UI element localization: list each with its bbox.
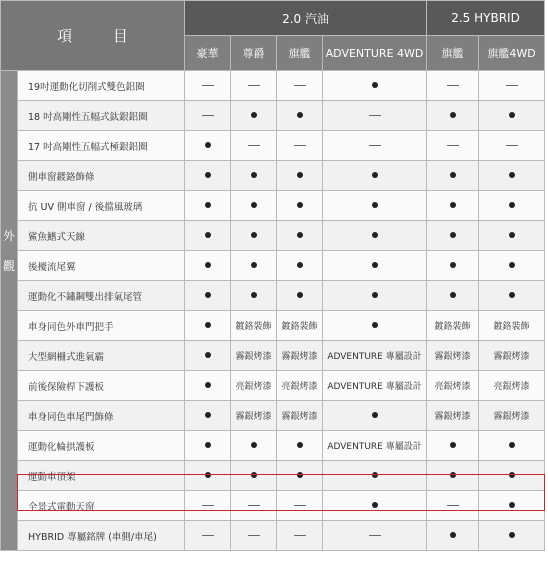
dash-icon: [369, 115, 381, 116]
not-available-dash: [479, 71, 545, 101]
not-available-dash: [231, 131, 277, 161]
group-header-2-0-gasoline: 2.0 汽油: [185, 1, 427, 36]
spec-row: [1, 71, 545, 101]
bullet-dot-icon: [372, 172, 378, 178]
dash-icon: [447, 85, 459, 86]
not-available-dash: [185, 101, 231, 131]
item-header: 項 目: [1, 1, 185, 71]
dash-icon: [248, 145, 260, 146]
standard-dot: [277, 221, 323, 251]
spec-value-text: 亮銀烤漆: [231, 371, 277, 401]
standard-dot: [479, 461, 545, 491]
bullet-dot-icon: [450, 262, 456, 268]
spec-row: [1, 401, 545, 431]
dash-icon: [202, 85, 214, 86]
bullet-dot-icon: [205, 412, 211, 418]
spec-item-name: HYBRID 專屬銘牌 (車側/車尾): [18, 521, 185, 551]
bullet-dot-icon: [251, 232, 257, 238]
bullet-dot-icon: [251, 202, 257, 208]
bullet-dot-icon: [297, 202, 303, 208]
standard-dot: [427, 431, 479, 461]
standard-dot: [427, 161, 479, 191]
bullet-dot-icon: [251, 172, 257, 178]
spec-value-text: ADVENTURE 專屬設計: [323, 431, 427, 461]
dash-icon: [447, 505, 459, 506]
standard-dot: [427, 191, 479, 221]
bullet-dot-icon: [509, 532, 515, 538]
dash-icon: [248, 505, 260, 506]
dash-icon: [369, 535, 381, 536]
spec-row: [1, 521, 545, 551]
trim-header-adventure-4wd: ADVENTURE 4WD: [323, 36, 427, 71]
bullet-dot-icon: [450, 442, 456, 448]
bullet-dot-icon: [251, 472, 257, 478]
standard-dot: [231, 251, 277, 281]
standard-dot: [231, 221, 277, 251]
bullet-dot-icon: [450, 292, 456, 298]
bullet-dot-icon: [251, 292, 257, 298]
bullet-dot-icon: [509, 292, 515, 298]
bullet-dot-icon: [372, 232, 378, 238]
bullet-dot-icon: [450, 532, 456, 538]
dash-icon: [202, 535, 214, 536]
bullet-dot-icon: [205, 442, 211, 448]
dash-icon: [202, 505, 214, 506]
bullet-dot-icon: [509, 502, 515, 508]
section-label-char: 觀: [2, 259, 15, 273]
bullet-dot-icon: [509, 442, 515, 448]
bullet-dot-icon: [372, 82, 378, 88]
standard-dot: [427, 521, 479, 551]
bullet-dot-icon: [450, 112, 456, 118]
standard-dot: [185, 191, 231, 221]
spec-value-text: ADVENTURE 專屬設計: [323, 341, 427, 371]
standard-dot: [185, 341, 231, 371]
dash-icon: [447, 145, 459, 146]
trim-header-premium: 尊爵: [231, 36, 277, 71]
bullet-dot-icon: [372, 412, 378, 418]
bullet-dot-icon: [297, 472, 303, 478]
bullet-dot-icon: [297, 442, 303, 448]
spec-item-name: 17 吋高剛性五幅式極銀鋁圈: [18, 131, 185, 161]
spec-value-text: 霧銀烤漆: [479, 341, 545, 371]
not-available-dash: [479, 131, 545, 161]
standard-dot: [323, 311, 427, 341]
standard-dot: [277, 251, 323, 281]
trim-header-deluxe: 豪華: [185, 36, 231, 71]
trim-header-hybrid-flagship-4wd: 旗艦4WD: [479, 36, 545, 71]
bullet-dot-icon: [297, 112, 303, 118]
standard-dot: [231, 281, 277, 311]
spec-row: [1, 101, 545, 131]
bullet-dot-icon: [205, 472, 211, 478]
bullet-dot-icon: [509, 202, 515, 208]
group-header-2-5-hybrid: 2.5 HYBRID: [427, 1, 545, 36]
standard-dot: [323, 491, 427, 521]
standard-dot: [427, 461, 479, 491]
not-available-dash: [277, 71, 323, 101]
spec-row: [1, 311, 545, 341]
standard-dot: [323, 401, 427, 431]
not-available-dash: [427, 131, 479, 161]
standard-dot: [323, 281, 427, 311]
bullet-dot-icon: [205, 292, 211, 298]
bullet-dot-icon: [372, 262, 378, 268]
standard-dot: [277, 431, 323, 461]
dash-icon: [248, 535, 260, 536]
not-available-dash: [185, 521, 231, 551]
bullet-dot-icon: [297, 172, 303, 178]
not-available-dash: [277, 521, 323, 551]
standard-dot: [427, 101, 479, 131]
bullet-dot-icon: [251, 442, 257, 448]
trim-header-flagship: 旗艦: [277, 36, 323, 71]
bullet-dot-icon: [372, 502, 378, 508]
spec-value-text: 霧銀烤漆: [231, 401, 277, 431]
dash-icon: [248, 85, 260, 86]
bullet-dot-icon: [450, 472, 456, 478]
spec-value-text: 鍍鉻裝飾: [231, 311, 277, 341]
bullet-dot-icon: [205, 382, 211, 388]
spec-value-text: ADVENTURE 專屬設計: [323, 371, 427, 401]
dash-icon: [294, 145, 306, 146]
spec-item-name: 後擾流尾翼: [18, 251, 185, 281]
bullet-dot-icon: [205, 262, 211, 268]
spec-row: [1, 491, 545, 521]
standard-dot: [231, 191, 277, 221]
bullet-dot-icon: [205, 172, 211, 178]
spec-value-text: 霧銀烤漆: [479, 401, 545, 431]
standard-dot: [427, 221, 479, 251]
spec-body: [1, 71, 545, 551]
bullet-dot-icon: [372, 202, 378, 208]
spec-item-name: 運動化輪拱護板: [18, 431, 185, 461]
standard-dot: [277, 191, 323, 221]
spec-value-text: 霧銀烤漆: [277, 341, 323, 371]
spec-row: [1, 431, 545, 461]
standard-dot: [323, 461, 427, 491]
standard-dot: [277, 281, 323, 311]
dash-icon: [506, 85, 518, 86]
standard-dot: [479, 521, 545, 551]
spec-item-name: 全景式電動天窗: [18, 491, 185, 521]
spec-value-text: 亮銀烤漆: [427, 371, 479, 401]
standard-dot: [231, 431, 277, 461]
bullet-dot-icon: [205, 202, 211, 208]
spec-value-text: 霧銀烤漆: [231, 341, 277, 371]
bullet-dot-icon: [450, 172, 456, 178]
spec-item-name: 車身同色外車門把手: [18, 311, 185, 341]
standard-dot: [185, 371, 231, 401]
standard-dot: [479, 431, 545, 461]
standard-dot: [185, 281, 231, 311]
standard-dot: [479, 281, 545, 311]
spec-item-name: 18 吋高剛性五幅式鈦銀鋁圈: [18, 101, 185, 131]
dash-icon: [202, 115, 214, 116]
standard-dot: [185, 311, 231, 341]
spec-value-text: 亮銀烤漆: [277, 371, 323, 401]
bullet-dot-icon: [509, 112, 515, 118]
standard-dot: [323, 71, 427, 101]
bullet-dot-icon: [450, 232, 456, 238]
spec-item-name: 前後保險桿下護板: [18, 371, 185, 401]
spec-row: [1, 161, 545, 191]
standard-dot: [231, 161, 277, 191]
bullet-dot-icon: [205, 322, 211, 328]
spec-item-name: 抗 UV 側車窗 / 後擋風玻璃: [18, 191, 185, 221]
spec-row: [1, 371, 545, 401]
bullet-dot-icon: [205, 232, 211, 238]
bullet-dot-icon: [509, 262, 515, 268]
standard-dot: [231, 101, 277, 131]
standard-dot: [277, 161, 323, 191]
not-available-dash: [323, 521, 427, 551]
not-available-dash: [323, 101, 427, 131]
standard-dot: [185, 131, 231, 161]
not-available-dash: [231, 491, 277, 521]
spec-row: [1, 341, 545, 371]
not-available-dash: [323, 131, 427, 161]
bullet-dot-icon: [297, 292, 303, 298]
standard-dot: [185, 461, 231, 491]
standard-dot: [427, 281, 479, 311]
bullet-dot-icon: [251, 262, 257, 268]
standard-dot: [323, 251, 427, 281]
spec-item-name: 車身同色車尾門飾條: [18, 401, 185, 431]
not-available-dash: [231, 521, 277, 551]
dash-icon: [294, 85, 306, 86]
standard-dot: [323, 221, 427, 251]
standard-dot: [185, 401, 231, 431]
bullet-dot-icon: [372, 292, 378, 298]
spec-row: [1, 131, 545, 161]
spec-row: [1, 281, 545, 311]
trim-header-hybrid-flagship: 旗艦: [427, 36, 479, 71]
standard-dot: [479, 251, 545, 281]
standard-dot: [323, 191, 427, 221]
bullet-dot-icon: [509, 232, 515, 238]
spec-value-text: 鍍鉻裝飾: [427, 311, 479, 341]
standard-dot: [479, 161, 545, 191]
standard-dot: [479, 221, 545, 251]
bullet-dot-icon: [297, 232, 303, 238]
standard-dot: [231, 461, 277, 491]
spec-value-text: 亮銀烤漆: [479, 371, 545, 401]
spec-item-name: 運動化不鏽鋼雙出排氣尾管: [18, 281, 185, 311]
not-available-dash: [185, 491, 231, 521]
spec-value-text: 霧銀烤漆: [427, 341, 479, 371]
standard-dot: [185, 251, 231, 281]
bullet-dot-icon: [509, 172, 515, 178]
spec-item-name: 運動車頂架: [18, 461, 185, 491]
section-label-char: 外: [2, 229, 15, 243]
dash-icon: [506, 145, 518, 146]
bullet-dot-icon: [372, 472, 378, 478]
standard-dot: [277, 101, 323, 131]
standard-dot: [323, 161, 427, 191]
bullet-dot-icon: [205, 352, 211, 358]
spec-value-text: 霧銀烤漆: [277, 401, 323, 431]
spec-item-name: 側車窗鍍鉻飾條: [18, 161, 185, 191]
standard-dot: [479, 491, 545, 521]
dash-icon: [294, 505, 306, 506]
spec-value-text: 鍍鉻裝飾: [277, 311, 323, 341]
standard-dot: [277, 461, 323, 491]
bullet-dot-icon: [205, 142, 211, 148]
bullet-dot-icon: [372, 322, 378, 328]
standard-dot: [479, 191, 545, 221]
not-available-dash: [185, 71, 231, 101]
not-available-dash: [427, 491, 479, 521]
spec-item-name: 19吋運動化切削式雙色鋁圈: [18, 71, 185, 101]
spec-row: [1, 191, 545, 221]
not-available-dash: [231, 71, 277, 101]
spec-value-text: 鍍鉻裝飾: [479, 311, 545, 341]
not-available-dash: [427, 71, 479, 101]
standard-dot: [185, 161, 231, 191]
standard-dot: [185, 221, 231, 251]
dash-icon: [294, 535, 306, 536]
standard-dot: [479, 101, 545, 131]
not-available-dash: [277, 491, 323, 521]
spec-value-text: 霧銀烤漆: [427, 401, 479, 431]
standard-dot: [185, 431, 231, 461]
section-label-exterior: [1, 71, 18, 551]
spec-item-name: 鯊魚鰭式天線: [18, 221, 185, 251]
spec-item-name: 大型網柵式進氣霸: [18, 341, 185, 371]
not-available-dash: [277, 131, 323, 161]
bullet-dot-icon: [509, 472, 515, 478]
dash-icon: [369, 145, 381, 146]
bullet-dot-icon: [450, 202, 456, 208]
bullet-dot-icon: [251, 112, 257, 118]
bullet-dot-icon: [297, 262, 303, 268]
spec-row: [1, 251, 545, 281]
spec-row: [1, 461, 545, 491]
spec-row: [1, 221, 545, 251]
standard-dot: [427, 251, 479, 281]
